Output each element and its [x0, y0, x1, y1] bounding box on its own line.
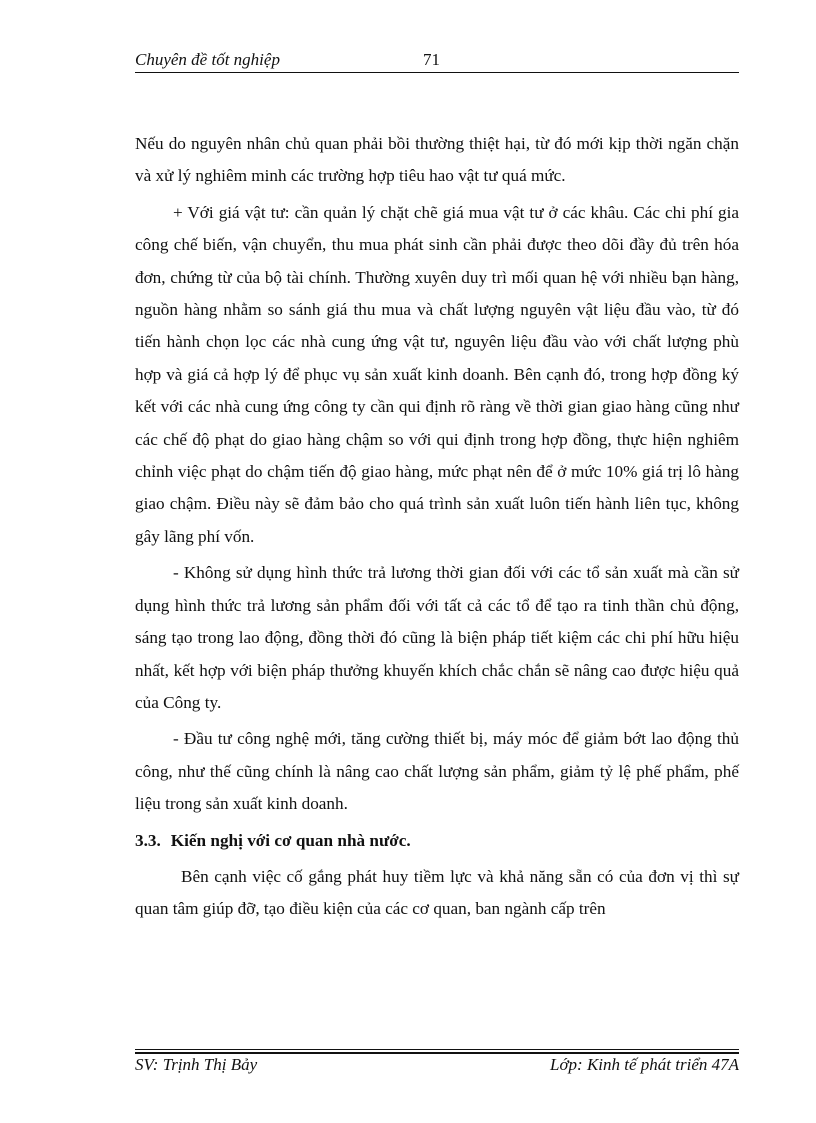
paragraph-2: + Với giá vật tư: cần quản lý chặt chẽ giá mua vật tư ở các khâu. Các chi phí gia công chế biến, vận chuyển, thu mua phát sinh cần phải được theo dõi đầy đủ trên hóa đơn, chứng từ của bộ tài chính. Thường xuyên duy trì mối quan hệ với nhiều bạn hàng, nguồn hàng nhằm so sánh giá thu mua và chất lượng nguyên vật liệu đầu vào, từ đó tiến hành chọn lọc các nhà cung ứng vật tư, nguyên liệu đầu vào với chất lượng phù hợp và giá cả hợp lý để phục vụ sản xuất kinh doanh. Bên cạnh đó, trong hợp đồng ký kết với các nhà cung ứng công ty cần qui định rõ ràng về thời gian giao hàng cũng như các chế độ phạt do giao hàng chậm so với qui định trong hợp đồng, thực hiện nghiêm chỉnh việc phạt do chậm tiến độ giao hàng, mức phạt nên để ở mức 10% giá trị lô hàng giao chậm. Điều này sẽ đảm bảo cho quá trình sản xuất luôn tiến hành liên tục, không gây lãng phí vốn.	[135, 202, 739, 546]
paragraph-4: - Đầu tư công nghệ mới, tăng cường thiết bị, máy móc để giảm bớt lao động thủ công, như thế cũng chính là nâng cao chất lượng sản phẩm, giảm tỷ lệ phế phẩm, phế liệu trong sản xuất kinh doanh.	[135, 729, 739, 814]
footer-divider-thick	[135, 1052, 739, 1054]
page-number: 71	[423, 50, 440, 69]
footer-divider-thin	[135, 1049, 739, 1050]
footer-class: Lớp: Kinh tế phát triển 47A	[550, 1055, 739, 1074]
paragraph-3: - Không sử dụng hình thức trả lương thời gian đối với các tổ sản xuất mà cần sử dụng hình thức trả lương sản phẩm đối với tất cả các tổ để tạo ra tinh thần chủ động, sáng tạo trong lao động, đồng thời đó cũng là biện pháp tiết kiệm các chi phí hữu hiệu nhất, kết hợp với biện pháp thưởng khuyến khích chắc chắn sẽ nâng cao được hiệu quả của Công ty.	[135, 563, 739, 712]
section-heading	[135, 825, 739, 857]
paragraph-1: Nếu do nguyên nhân chủ quan phải bồi thường thiệt hại, từ đó mới kịp thời ngăn chặn và xử lý nghiêm minh các trường hợp tiêu hao vật tư quá mức.	[135, 134, 739, 186]
page-footer	[135, 1055, 739, 1077]
section-paragraph: Bên cạnh việc cố gắng phát huy tiềm lực và khả năng sẵn có của đơn vị thì sự quan tâm giúp đỡ, tạo điều kiện của các cơ quan, ban ngành cấp trên	[135, 866, 739, 919]
footer-student: SV: Trịnh Thị Bảy	[135, 1055, 258, 1074]
section-title: Kiến nghị với cơ quan nhà nước.	[170, 830, 411, 850]
header-divider	[135, 72, 739, 73]
page-header	[135, 50, 739, 72]
header-title: Chuyên đề tốt nghiệp	[135, 50, 280, 69]
section-number: 3.3.	[135, 830, 161, 850]
document-body	[135, 128, 739, 930]
